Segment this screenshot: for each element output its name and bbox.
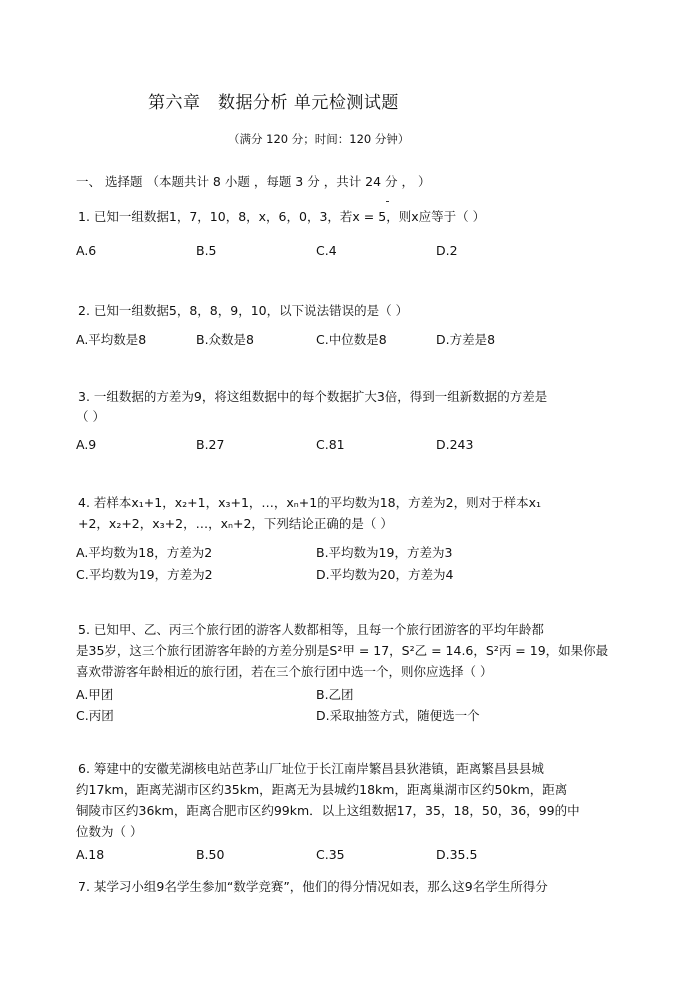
page-title: 第六章 数据分析 单元检测试题 [148, 93, 399, 113]
option-b: B.众数是8 [196, 332, 255, 347]
option-d: D.35.5 [436, 847, 478, 862]
question-stem: 7. 某学习小组9名学生参加“数学竞赛”，他们的得分情况如表，那么这9名学生所得分 [78, 879, 548, 894]
option-d: D.2 [436, 243, 458, 258]
page-subtitle: （满分 120 分；时间：120 分钟） [228, 132, 410, 146]
option-b: B.27 [196, 437, 225, 452]
section-heading: 一、 选择题 （本题共计 8 小题 ，每题 3 分 ，共计 24 分 ， ） [76, 174, 431, 189]
mean-overbar [386, 201, 389, 202]
option-b: B.乙团 [316, 687, 354, 702]
option-a: A.18 [76, 847, 105, 862]
question-stem-cont: 位数为（ ） [76, 824, 143, 839]
option-a: A.平均数为18，方差为2 [76, 545, 213, 560]
option-c: C.中位数是8 [316, 332, 387, 347]
question-stem: 3. 一组数据的方差为9，将这组数据中的每个数据扩大3倍，得到一组新数据的方差是 [78, 389, 548, 404]
question-stem: 4. 若样本x₁+1，x₂+1，x₃+1，…，xₙ+1的平均数为18，方差为2，则对于样本x₁ [78, 495, 541, 510]
question-stem: 6. 筹建中的安徽芜湖核电站芭茅山厂址位于长江南岸繁昌县狄港镇，距离繁昌县县城 [78, 761, 544, 776]
option-b: B.平均数为19，方差为3 [316, 545, 453, 560]
option-c: C.平均数为19，方差为2 [76, 567, 213, 582]
option-c: C.丙团 [76, 708, 114, 723]
question-stem-cont: 铜陵市区约36km，距离合肥市区约99km．以上这组数据17，35，18，50，36，99的中 [76, 803, 580, 818]
question-stem: 2. 已知一组数据5，8，8，9，10，以下说法错误的是（ ） [78, 303, 409, 318]
option-c: C.4 [316, 243, 337, 258]
option-c: C.35 [316, 847, 345, 862]
option-a: A.甲团 [76, 687, 114, 702]
question-stem-cont: 喜欢带游客年龄相近的旅行团，若在三个旅行团中选一个，则你应选择（ ） [76, 664, 493, 679]
question-stem: 5. 已知甲、乙、丙三个旅行团的游客人数都相等，且每一个旅行团游客的平均年龄都 [78, 622, 544, 637]
option-a: A.6 [76, 243, 97, 258]
option-d: D.243 [436, 437, 474, 452]
option-d: D.采取抽签方式，随便选一个 [316, 708, 480, 723]
option-a: A.平均数是8 [76, 332, 147, 347]
question-stem-cont: +2，x₂+2，x₃+2，…，xₙ+2，下列结论正确的是（ ） [78, 516, 393, 531]
option-a: A.9 [76, 437, 97, 452]
option-d: D.方差是8 [436, 332, 496, 347]
option-b: B.5 [196, 243, 217, 258]
option-c: C.81 [316, 437, 345, 452]
question-stem-cont: （ ） [76, 409, 105, 424]
question-stem-cont: 约17km，距离芜湖市区约35km，距离无为县城约18km，距离巢湖市区约50km，距离 [76, 782, 568, 797]
option-b: B.50 [196, 847, 225, 862]
option-d: D.平均数为20，方差为4 [316, 567, 454, 582]
question-stem: 1. 已知一组数据1，7，10，8，x，6，0，3，若x = 5，则x应等于（ ） [78, 209, 486, 224]
question-stem-cont: 是35岁，这三个旅行团游客年龄的方差分别是S²甲 = 17，S²乙 = 14.6，S²丙 = 19，如果你最 [76, 643, 609, 658]
